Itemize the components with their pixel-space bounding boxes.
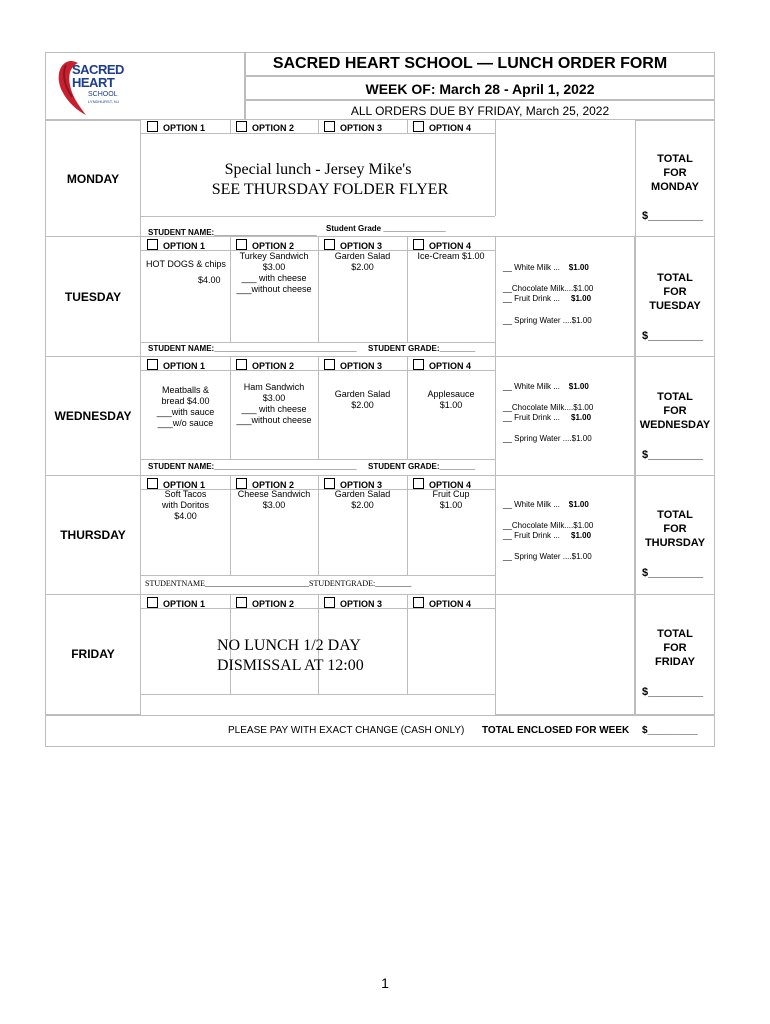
thursday-choc-milk[interactable]: __Chocolate Milk....$1.00 [503,521,594,530]
col-divider [141,342,495,343]
total-wednesday-amount[interactable]: $_________ [642,449,704,461]
checkbox-icon[interactable] [324,478,335,489]
thursday-option-1[interactable]: OPTION 1 [147,478,205,490]
total-thursday: TOTAL FOR THURSDAY [644,509,706,549]
tuesday-opt3-text: Garden Salad $2.00 [334,251,391,272]
checkbox-icon[interactable] [236,478,247,489]
day-label-monday: MONDAY [66,172,120,186]
pay-note: PLEASE PAY WITH EXACT CHANGE (CASH ONLY) [228,725,465,736]
monday-option-2[interactable]: OPTION 2 [236,121,294,133]
tuesday-student-name[interactable]: STUDENT NAME:________________________________ [148,344,357,353]
monday-student-grade[interactable]: Student Grade ______________ [326,224,446,233]
page-number: 1 [381,975,389,991]
total-week-amount[interactable]: $_________ [642,725,698,736]
checkbox-icon[interactable] [324,239,335,250]
col-divider [230,120,231,134]
col-divider [407,120,408,134]
checkbox-icon[interactable] [413,478,424,489]
col-divider [495,120,496,216]
day-label-tuesday: TUESDAY [64,290,122,304]
wednesday-student-grade[interactable]: STUDENT GRADE:________ [368,462,476,471]
wednesday-student-name[interactable]: STUDENT NAME:________________________________ [148,462,357,471]
logo-line-1: SACRED [72,62,124,77]
thursday-opt2-text: Cheese Sandwich $3.00 [237,489,311,510]
total-week-label: TOTAL ENCLOSED FOR WEEK [482,725,630,736]
monday-notice [141,160,495,200]
checkbox-icon[interactable] [236,239,247,250]
checkbox-icon[interactable] [236,121,247,132]
tuesday-spring-water[interactable]: __ Spring Water ....$1.00 [503,316,592,325]
monday-notice-line-2: SEE THURSDAY FOLDER FLYER [211,181,449,198]
col-divider [318,120,319,134]
logo-line-2: HEART [72,75,115,90]
day-label-thursday: THURSDAY [60,528,126,542]
wednesday-fruit-drink[interactable]: __ Fruit Drink ... $1.00 [503,413,592,422]
tuesday-opt1-item: HOT DOGS & chips [146,259,226,269]
monday-option-1[interactable]: OPTION 1 [147,121,205,133]
tuesday-option-1[interactable]: OPTION 1 [147,239,205,251]
row-divider [45,356,715,357]
day-label-friday: FRIDAY [71,647,115,661]
thursday-fruit-drink[interactable]: __ Fruit Drink ... $1.00 [503,531,592,540]
tuesday-option-4[interactable]: OPTION 4 [413,239,471,251]
friday-notice-line-1: NO LUNCH 1/2 DAY [217,637,361,654]
checkbox-icon[interactable] [147,359,158,370]
wednesday-opt3-text: Garden Salad $2.00 [334,389,391,410]
row-divider [45,715,715,716]
page-title: SACRED HEART SCHOOL — LUNCH ORDER FORM [272,55,668,72]
tuesday-student-grade[interactable]: STUDENT GRADE:________ [368,344,476,353]
thursday-option-3[interactable]: OPTION 3 [324,478,382,490]
wednesday-option-4[interactable]: OPTION 4 [413,359,471,371]
wednesday-opt1-text: Meatballs & bread $4.00 ___with sauce ___w/o sauce [156,385,215,428]
total-thursday-amount[interactable]: $_________ [642,567,704,579]
wednesday-white-milk[interactable]: __ White Milk ... $1.00 [503,382,589,391]
checkbox-icon[interactable] [324,597,335,608]
total-monday: TOTAL FOR MONDAY [651,153,699,193]
tuesday-opt1-price: $4.00 [198,275,221,285]
total-tuesday: TOTAL FOR TUESDAY [649,272,701,312]
friday-notice [217,636,364,676]
col-divider [141,216,495,217]
checkbox-icon[interactable] [236,597,247,608]
orders-due: ALL ORDERS DUE BY FRIDAY, March 25, 2022 [350,104,610,118]
day-label-wednesday: WEDNESDAY [54,409,132,423]
tuesday-fruit-drink[interactable]: __ Fruit Drink ... $1.00 [503,294,592,303]
monday-notice-line-1: Special lunch - Jersey Mike's [224,161,412,178]
monday-student-name[interactable]: STUDENT NAME:_______________________ [148,228,317,237]
row-divider [45,236,715,237]
monday-option-3[interactable]: OPTION 3 [324,121,382,133]
logo-line-4: LYNDHURST, NJ [88,99,119,104]
row-divider [45,475,715,476]
wednesday-option-2[interactable]: OPTION 2 [236,359,294,371]
thursday-white-milk[interactable]: __ White Milk ... $1.00 [503,500,589,509]
thursday-opt3-text: Garden Salad $2.00 [334,489,391,510]
checkbox-icon[interactable] [147,239,158,250]
friday-option-1[interactable]: OPTION 1 [147,597,205,609]
tuesday-option-3[interactable]: OPTION 3 [324,239,382,251]
tuesday-opt2-text: Turkey Sandwich $3.00 ___ with cheese ___without cheese [236,251,312,294]
total-monday-amount[interactable]: $_________ [642,210,704,222]
friday-option-3[interactable]: OPTION 3 [324,597,382,609]
friday-option-2[interactable]: OPTION 2 [236,597,294,609]
checkbox-icon[interactable] [324,359,335,370]
total-wednesday: TOTAL FOR WEDNESDAY [639,391,711,431]
col-divider [141,459,495,460]
row-divider [45,594,715,595]
tuesday-choc-milk[interactable]: __Chocolate Milk....$1.00 [503,284,594,293]
wednesday-opt4-text: Applesauce $1.00 [427,389,475,410]
thursday-opt1-text: Soft Tacos with Doritos $4.00 [161,489,209,521]
tuesday-opt4-text: Ice-Cream $1.00 [417,251,485,261]
thursday-option-4[interactable]: OPTION 4 [413,478,471,490]
tuesday-white-milk[interactable]: __ White Milk ... $1.00 [503,263,589,272]
checkbox-icon[interactable] [236,359,247,370]
checkbox-icon[interactable] [413,239,424,250]
thursday-spring-water[interactable]: __ Spring Water ....$1.00 [503,552,592,561]
wednesday-opt2-text: Ham Sandwich $3.00 ___ with cheese ___without cheese [236,382,312,425]
checkbox-icon[interactable] [413,121,424,132]
week-of: WEEK OF: March 28 - April 1, 2022 [365,81,595,97]
total-friday: TOTAL FOR FRIDAY [655,628,695,668]
checkbox-icon[interactable] [324,121,335,132]
monday-option-4[interactable]: OPTION 4 [413,121,471,133]
wednesday-option-1[interactable]: OPTION 1 [147,359,205,371]
friday-notice-line-2: DISMISSAL AT 12:00 [217,657,364,674]
checkbox-icon[interactable] [413,359,424,370]
wednesday-option-3[interactable]: OPTION 3 [324,359,382,371]
total-friday-amount[interactable]: $_________ [642,686,704,698]
thursday-option-2[interactable]: OPTION 2 [236,478,294,490]
thursday-student-line[interactable]: STUDENTNAME__________________________STUDENTGRADE:_________ [145,579,412,588]
school-logo [52,55,142,117]
col-divider [141,694,495,695]
col-divider [407,594,408,694]
checkbox-icon[interactable] [147,597,158,608]
thursday-opt4-text: Fruit Cup $1.00 [432,489,470,510]
friday-option-4[interactable]: OPTION 4 [413,597,471,609]
checkbox-icon[interactable] [147,121,158,132]
checkbox-icon[interactable] [147,478,158,489]
tuesday-option-2[interactable]: OPTION 2 [236,239,294,251]
checkbox-icon[interactable] [413,597,424,608]
total-tuesday-amount[interactable]: $_________ [642,330,704,342]
wednesday-choc-milk[interactable]: __Chocolate Milk....$1.00 [503,403,594,412]
col-divider [141,575,495,576]
wednesday-spring-water[interactable]: __ Spring Water ....$1.00 [503,434,592,443]
logo-line-3: SCHOOL [88,91,118,98]
